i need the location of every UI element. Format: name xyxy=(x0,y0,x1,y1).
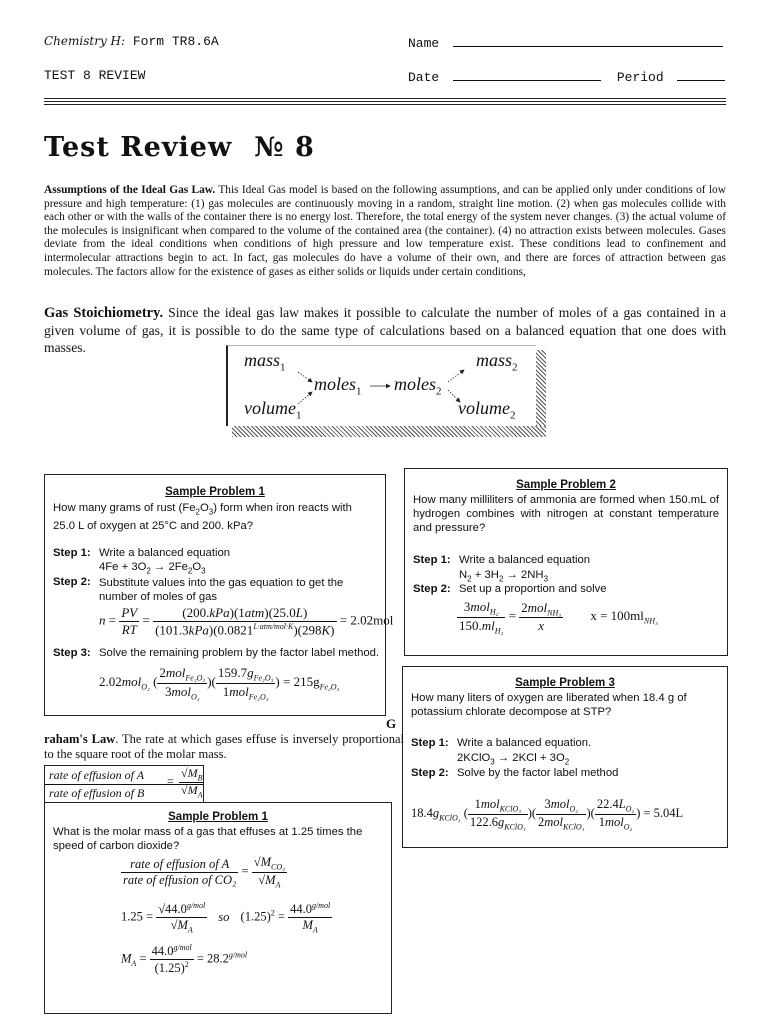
sp1-step2-text: Substitute values into the gas equation to get the number of moles of gas xyxy=(99,577,344,603)
sp3-factor-label: $18.4g_{KClO_3}$ ( $\frac{1mol_{KClO_3}}{122.6g_{KClO_3}}$ )( $\frac{3mol_{O_2}}{2mol_{KClO_3}}$ )( $\frac{22.4L_{O_2}}{1mol_{O_2}}$ ) = 5.04L xyxy=(411,797,684,831)
sp4-equation-2: 1.25 = $\frac{√44.0^{g/mol}}{√M_A}$ so $(1.25)^2$ = $\frac{44.0^{g/mol}}{M_A}$ xyxy=(121,901,331,935)
header-course xyxy=(44,34,219,49)
graham-heading: raham's Law xyxy=(44,732,116,746)
sp3-title: Sample Problem 3 xyxy=(515,677,615,689)
arrow-mass-to-moles xyxy=(298,372,312,382)
sp1-gas-equation: n = $\frac{PV}{RT}$ = $\frac{\text{(200.kPa)(1atm)(25.0L)}}{(101.3kPa)(0.0821^{L\cdot atm/mol\cdot K})(298K)}$ = 2.02mol xyxy=(99,605,394,638)
sp1-factor-label: 2.02mol$_{O_2}$ ( $\frac{2mol_{Fe_2O_3}}{3mol_{O_2}}$ )( $\frac{159.7g_{Fe_2O_3}}{1mol_{Fe_2O_3}}$ ) = $215g_{Fe_2O_3}$ xyxy=(99,665,340,702)
sp2-step2-text: Set up a proportion and solve xyxy=(459,583,607,595)
header-rule-3 xyxy=(44,104,726,105)
header-rule-2 xyxy=(44,101,726,102)
sp4-equation-3: $M_A$ = $\frac{44.0^{g/mol}}{(1.25)^2}$ = $28.2^{g/mol}$ xyxy=(121,943,248,976)
sp1-step1-text: Write a balanced equation xyxy=(99,547,231,559)
sp2-step1-label: Step 1: xyxy=(413,554,451,566)
test-label: TEST 8 REVIEW xyxy=(44,68,146,83)
graham-paragraph xyxy=(44,732,404,762)
diagram-shadow-bottom xyxy=(232,426,546,437)
graham-formula-box: rate of effusion of A rate of effusion of B = $\frac{√M_B}{√M_A}$ xyxy=(44,765,204,803)
sp1-step1-equation: $4Fe + 3O_2 \to 2Fe_2O_3$ xyxy=(99,561,206,576)
ideal-gas-body: This Ideal Gas model is based on the following assumptions, and can be applied only under conditions of low pressure and high temperature: (1) gas molecules are continuously moving in a random, straight line motion. (2) when gas molecules collide with each other or with the walls of the container there is no energy lost. Therefore, the total energy of the system never changes. (3) the actual volume of the molecules is insignificant when compared to the volume of the contained area (the container). (4) no attraction exists between molecules. Gases deviate from the ideal conditions when conditions of high pressure and low temperature exist. These conditions lead to confinement and intermolecular attractions begin to act. In fact, gas molecules do have a volume of their own, and there are forces of attraction between gas molecules. The factors allow for the existence of gases as either solids or liquids under certain conditions, xyxy=(44,184,726,278)
diagram-arrows xyxy=(228,346,536,426)
diagram-moles-2: moles$_2$ xyxy=(394,374,442,398)
graham-body: . The rate at which gases effuse is inversely proportional to the square root of the molar mass. xyxy=(44,732,404,761)
sp4-equation-1: $\frac{\text{rate of effusion of A}}{\text{rate of effusion of CO₂}}$ = $\frac{√M_{CO_2}}{√M_A}$ xyxy=(123,855,285,889)
arrow-volume-to-moles xyxy=(298,392,312,404)
sp1-step3-label: Step 3: xyxy=(53,647,91,659)
course-label: Chemistry H: xyxy=(44,34,126,48)
sample-problem-1-box xyxy=(44,474,394,716)
sp2-step1-equation: $N_2 + 3H_2 \to 2NH_3$ xyxy=(459,569,549,584)
conversion-diagram xyxy=(226,345,536,426)
sp1-step3-text: Solve the remaining problem by the factor label method. xyxy=(99,647,380,659)
sp3-step2-text: Solve by the factor label method xyxy=(457,767,619,779)
sp1-title: Sample Problem 1 xyxy=(165,486,265,498)
sp3-step1-equation: 2KClO$_3$ → $2KCl + 3O_2$ xyxy=(457,752,570,767)
sp3-result: = 5.04L xyxy=(643,805,684,820)
diagram-volume-1: volume$_1$ xyxy=(244,398,302,422)
sp2-title: Sample Problem 2 xyxy=(516,479,616,491)
stoich-heading: Gas Stoichiometry. xyxy=(44,305,164,321)
sp1-step2-label: Step 2: xyxy=(53,576,91,588)
name-field[interactable] xyxy=(408,34,723,51)
sp4-final-result: = 28.2 xyxy=(196,951,229,966)
title-number: № 8 xyxy=(254,132,315,163)
sp1-question: How many grams of rust $(Fe_2O_3)$ form when iron reacts with 25.0 L of oxygen at 25°C and 200. kPa? xyxy=(53,502,352,533)
period-label: Period xyxy=(616,70,664,85)
sp2-step2-label: Step 2: xyxy=(413,583,451,595)
page-title xyxy=(44,132,315,163)
sp3-step2-label: Step 2: xyxy=(411,767,449,779)
graham-formula-den: rate of effusion of B xyxy=(49,786,145,800)
form-label: Form TR8.6A xyxy=(132,34,219,49)
diagram-mass-1: mass$_1$ xyxy=(244,350,286,374)
ideal-gas-heading: Assumptions of the Ideal Gas Law. xyxy=(44,184,216,196)
date-field[interactable] xyxy=(408,68,725,85)
diagram-shadow-right xyxy=(536,350,546,430)
sp2-step1-text: Write a balanced equation xyxy=(459,554,591,566)
date-label: Date xyxy=(408,70,440,85)
sp3-question: How many liters of oxygen are liberated when 18.4 g of potassium chlorate decompose at STP? xyxy=(411,692,687,718)
title-main: Test Review xyxy=(44,132,233,163)
sp2-question: How many milliliters of ammonia are formed when 150.mL of hydrogen combines with nitrogen at constant temperature and pressure? xyxy=(413,494,719,534)
graham-formula: rate of effusion of A xyxy=(49,768,145,782)
date-line[interactable] xyxy=(453,68,601,81)
sample-problem-2-box xyxy=(404,468,728,656)
diagram-moles-1: moles$_1$ xyxy=(314,374,362,398)
diagram-volume-2: volume$_2$ xyxy=(458,398,516,422)
sample-problem-3-box xyxy=(402,666,728,848)
diagram-mass-2: mass$_2$ xyxy=(476,350,518,374)
sp1-step1-label: Step 1: xyxy=(53,547,91,559)
sp2-result: x = 100ml xyxy=(590,608,644,624)
graham-drop-letter: G xyxy=(386,716,397,731)
name-line[interactable] xyxy=(453,34,723,47)
sp4-question: What is the molar mass of a gas that effuses at 1.25 times the speed of carbon dioxide? xyxy=(53,826,363,852)
arrow-moles-to-mass xyxy=(448,370,464,382)
sp3-step1-label: Step 1: xyxy=(411,737,449,749)
sp3-step1-text: Write a balanced equation. xyxy=(457,737,592,749)
graham-formula-rhs: $\frac{√M_B}{√M_A}$ xyxy=(181,766,203,800)
sample-problem-graham-box xyxy=(44,802,392,1014)
arrow-moles-to-volume xyxy=(448,390,460,402)
sp2-proportion: $\frac{3mol_{H_2}}{150.ml_{H_2}}$ = $\frac{2mol_{NH_3}}{x}$ $x = 100ml_{NH_3}$ xyxy=(459,599,658,636)
header-rule-1 xyxy=(44,98,726,99)
name-label: Name xyxy=(408,36,440,51)
sp1-grams-result: = 215g xyxy=(282,674,320,690)
stoich-body: Since the ideal gas law makes it possible to calculate the number of moles of a gas contained in a given volume of gas, it is possible to do the same type of calculations based on a balanced equation that one does with masses. xyxy=(44,305,726,355)
period-line[interactable] xyxy=(677,68,725,81)
sp4-title: Sample Problem 1 xyxy=(168,811,268,823)
sp1-moles-result: = 2.02mol xyxy=(339,612,394,628)
ideal-gas-paragraph xyxy=(44,184,726,279)
